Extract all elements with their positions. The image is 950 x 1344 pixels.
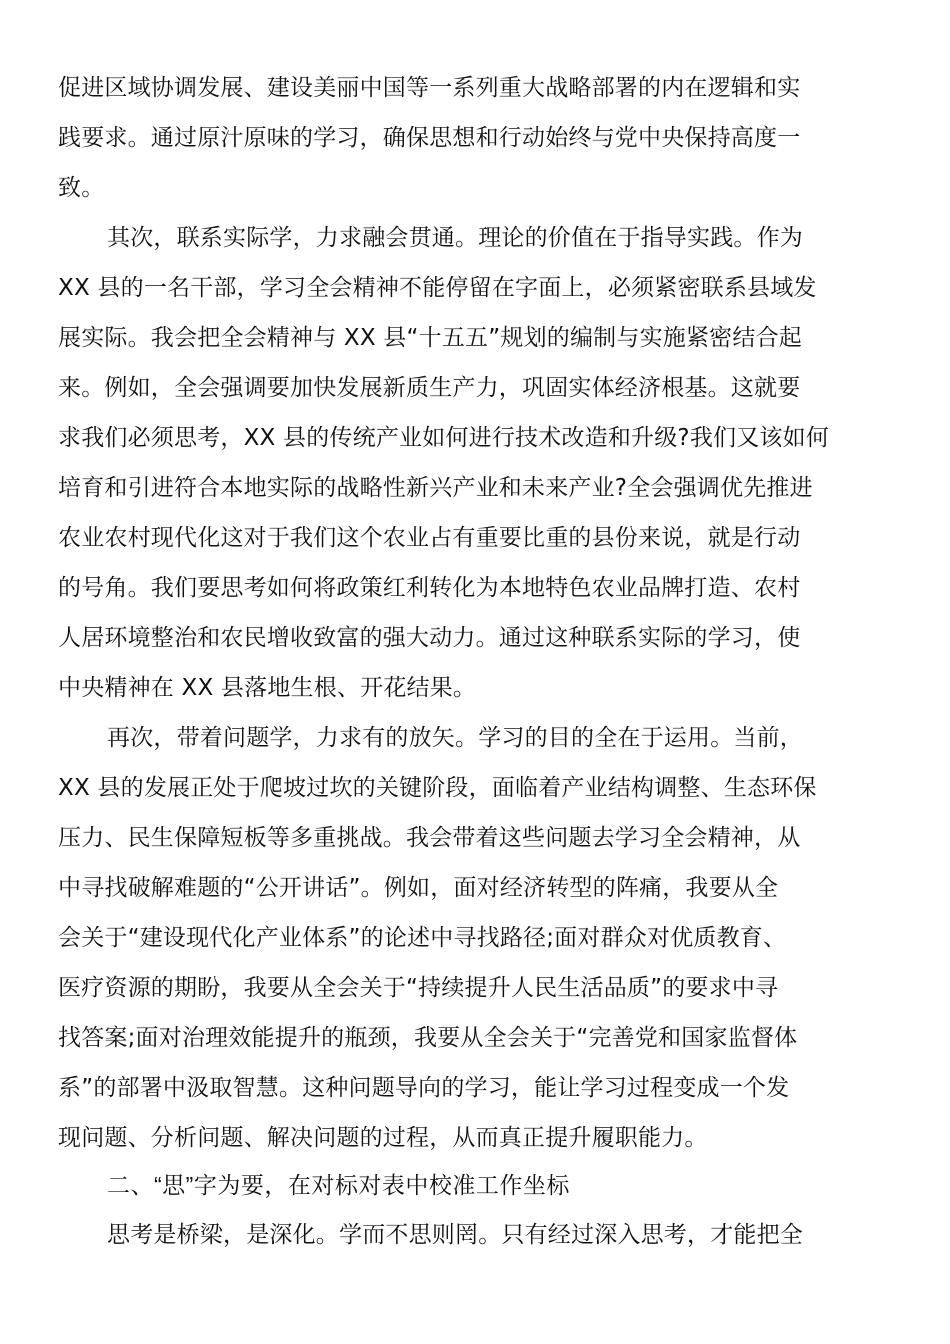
- text-line: 展实际。我会把全会精神与 XX 县“十五五”规划的编制与实施紧密结合起: [58, 325, 802, 351]
- text-line: XX 县的一名干部，学习全会精神不能停留在字面上，必须紧密联系县域发: [58, 275, 817, 301]
- text-line: 中寻找破解难题的“公开讲话”。例如，面对经济转型的阵痛，我要从全: [58, 875, 779, 901]
- text-line: 会关于“建设现代化产业体系”的论述中寻找路径;面对群众对优质教育、: [58, 925, 787, 951]
- section-heading: 二、“思”字为要，在对标对表中校准工作坐标: [107, 1172, 570, 1198]
- text-line: 压力、民生保障短板等多重挑战。我会带着这些问题去学习全会精神，从: [58, 825, 801, 851]
- text-line: 农业农村现代化这对于我们这个农业占有重要比重的县份来说，就是行动: [58, 525, 801, 551]
- text-line: 致。: [58, 175, 105, 201]
- text-line: 找答案;面对治理效能提升的瓶颈，我要从全会关于“完善党和国家监督体: [58, 1025, 798, 1051]
- text-line: 促进区域协调发展、建设美丽中国等一系列重大战略部署的内在逻辑和实: [58, 75, 801, 101]
- text-line: 践要求。通过原汁原味的学习，确保思想和行动始终与党中央保持高度一: [58, 125, 801, 151]
- text-line: 求我们必须思考，XX 县的传统产业如何进行技术改造和升级?我们又该如何: [58, 425, 830, 451]
- text-line: 的号角。我们要思考如何将政策红利转化为本地特色农业品牌打造、农村: [58, 575, 801, 601]
- text-line: 系”的部署中汲取智慧。这种问题导向的学习，能让学习过程变成一个发: [58, 1075, 790, 1101]
- text-line: 现问题、分析问题、解决问题的过程，从而真正提升履职能力。: [58, 1125, 708, 1151]
- paragraph-first-line: 其次，联系实际学，力求融会贯通。理论的价值在于指导实践。作为: [107, 225, 803, 251]
- paragraph-first-line: 再次，带着问题学，力求有的放矢。学习的目的全在于运用。当前，: [107, 725, 803, 751]
- text-line: 来。例如，全会强调要加快发展新质生产力，巩固实体经济根基。这就要: [58, 375, 801, 401]
- paragraph-first-line: 思考是桥梁，是深化。学而不思则罔。只有经过深入思考，才能把全: [107, 1222, 803, 1248]
- text-line: 中央精神在 XX 县落地生根、开花结果。: [58, 675, 477, 701]
- text-line: 人居环境整治和农民增收致富的强大动力。通过这种联系实际的学习，使: [58, 625, 801, 651]
- text-line: XX 县的发展正处于爬坡过坎的关键阶段，面临着产业结构调整、生态环保: [58, 775, 817, 801]
- text-line: 医疗资源的期盼，我要从全会关于“持续提升人民生活品质”的要求中寻: [58, 975, 779, 1001]
- text-line: 培育和引进符合本地实际的战略性新兴产业和未来产业?全会强调优先推进: [58, 475, 813, 501]
